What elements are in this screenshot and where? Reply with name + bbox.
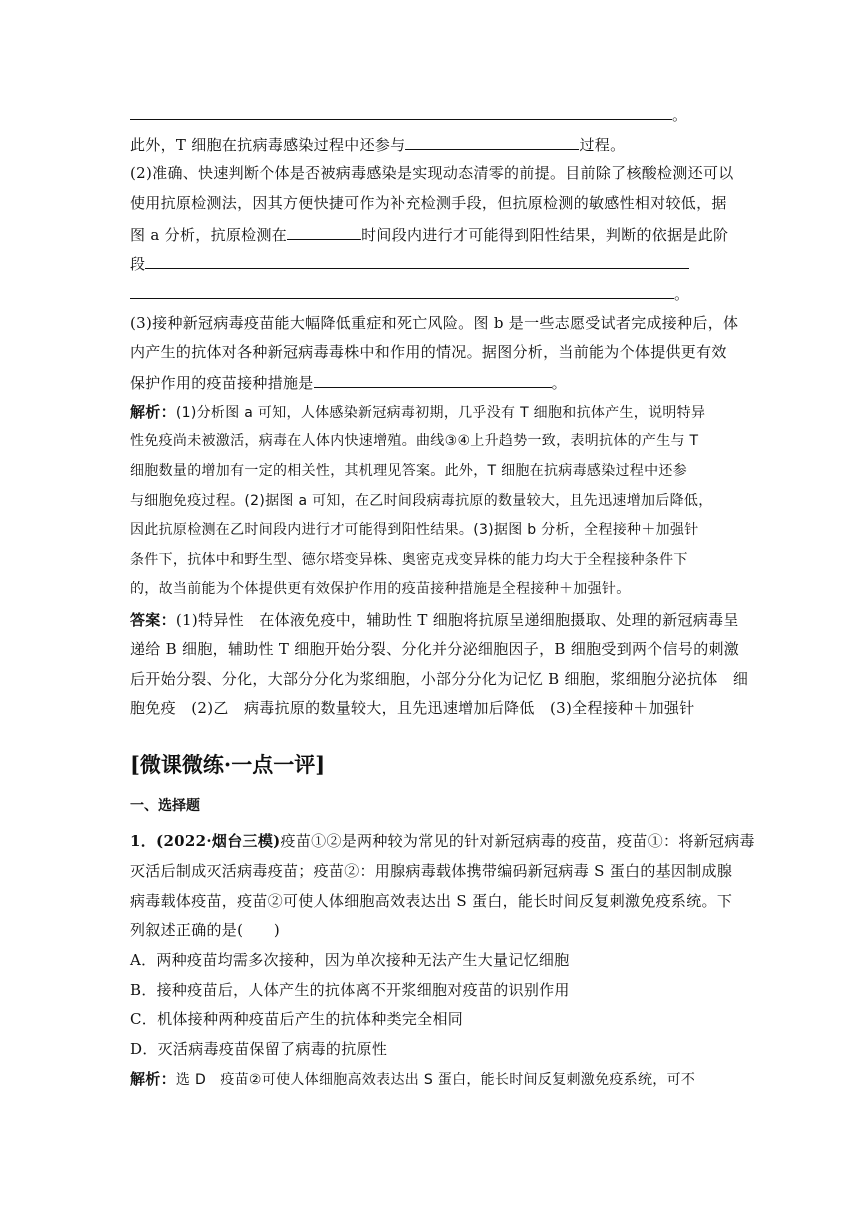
fill-blank[interactable] [287,224,361,240]
question-number: 1． [130,832,157,850]
answer-blank-line: 。 [130,283,740,304]
q1-analysis-line: 解析：选 D 疫苗②可使人体细胞高效表达出 S 蛋白，能长时间反复刺激免疫系统，可不 [130,1070,696,1088]
analysis-line: 性免疫尚未被激活，病毒在人体内快速增殖。曲线③④上升趋势一致，表明抗体的产生与 T [130,433,699,449]
analysis-label: 解析： [130,403,176,421]
question-line: 此外，T 细胞在抗病毒感染过程中还参与 过程。 [130,136,626,154]
section-subtitle: 一、选择题 [130,798,200,814]
analysis-line: 因此抗原检测在乙时间段内进行才可能得到阳性结果。(3)据图 b 分析，全程接种＋加强针 [130,522,699,538]
option-d[interactable]: D．灭活病毒疫苗保留了病毒的抗原性 [130,1040,388,1058]
question-1-line: 灭活后制成灭活病毒疫苗；疫苗②：用腺病毒载体携带编码新冠病毒 S 蛋白的基因制成腺 [130,862,733,880]
question-line: 内产生的抗体对各种新冠病毒毒株中和作用的情况。据图分析，当前能为个体提供更有效 [130,343,727,361]
fill-blank[interactable] [405,134,579,150]
question-1-line: 1．(2022·烟台三模)疫苗①②是两种较为常见的针对新冠病毒的疫苗，疫苗①：将新冠病毒 [130,832,755,850]
answer-line: 递给 B 细胞，辅助性 T 细胞开始分裂、分化并分泌细胞因子，B 细胞受到两个信号的刺激 [130,640,740,658]
answer-blank-line: 。 [130,104,740,125]
analysis-line: 条件下，抗体中和野生型、德尔塔变异株、奥密克戎变异株的能力均大于全程接种条件下 [130,552,688,568]
option-a[interactable]: A．两种疫苗均需多次接种，因为单次接种无法产生大量记忆细胞 [130,951,570,969]
option-c[interactable]: C．机体接种两种疫苗后产生的抗体种类完全相同 [130,1010,464,1028]
analysis-line: 细胞数量的增加有一定的相关性，其机理见答案。此外，T 细胞在抗病毒感染过程中还参 [130,463,687,479]
question-line: 段 [130,253,740,274]
fill-blank[interactable] [130,283,674,299]
answer-line: 后开始分裂、分化，大部分分化为浆细胞，小部分分化为记忆 B 细胞，浆细胞分泌抗体 细 [130,670,749,688]
analysis-line: 与细胞免疫过程。(2)据图 a 可知，在乙时间段病毒抗原的数量较大，且先迅速增加后降低， [130,493,713,509]
answer-label: 答案： [130,611,176,629]
question-line: 图 a 分析，抗原检测在 时间段内进行才可能得到阳性结果，判断的依据是此阶 [130,226,729,244]
fill-blank[interactable] [145,253,689,269]
section-title: [微课微练·一点一评] [130,752,326,777]
question-line: 保护作用的疫苗接种措施是 。 [130,374,567,392]
option-b[interactable]: B．接种疫苗后，人体产生的抗体离不开浆细胞对疫苗的识别作用 [130,981,570,999]
question-line: (2)准确、快速判断个体是否被病毒感染是实现动态清零的前提。目前除了核酸检测还可以 [130,164,734,182]
analysis-line: 解析：(1)分析图 a 可知，人体感染新冠病毒初期，几乎没有 T 细胞和抗体产生，说明特异 [130,403,706,421]
answer-line: 胞免疫 (2)乙 病毒抗原的数量较大，且先迅速增加后降低 (3)全程接种＋加强针 [130,699,695,717]
question-line: (3)接种新冠病毒疫苗能大幅降低重症和死亡风险。图 b 是一些志愿受试者完成接种后，体 [130,314,739,332]
question-1-line: 列叙述正确的是( ) [130,921,281,939]
question-1-line: 病毒载体疫苗，疫苗②可使人体细胞高效表达出 S 蛋白，能长时间反复刺激免疫系统。下 [130,892,733,910]
question-source: (2022·烟台三模) [156,832,281,850]
fill-blank[interactable] [314,372,552,388]
analysis-label: 解析： [130,1070,176,1088]
question-line: 使用抗原检测法，因其方便快捷可作为补充检测手段，但抗原检测的敏感性相对较低，据 [130,194,727,212]
analysis-line: 的，故当前能为个体提供更有效保护作用的疫苗接种措施是全程接种＋加强针。 [130,581,631,597]
fill-blank[interactable] [130,104,672,120]
answer-line: 答案：(1)特异性 在体液免疫中，辅助性 T 细胞将抗原呈递细胞摄取、处理的新冠病毒呈 [130,611,739,629]
